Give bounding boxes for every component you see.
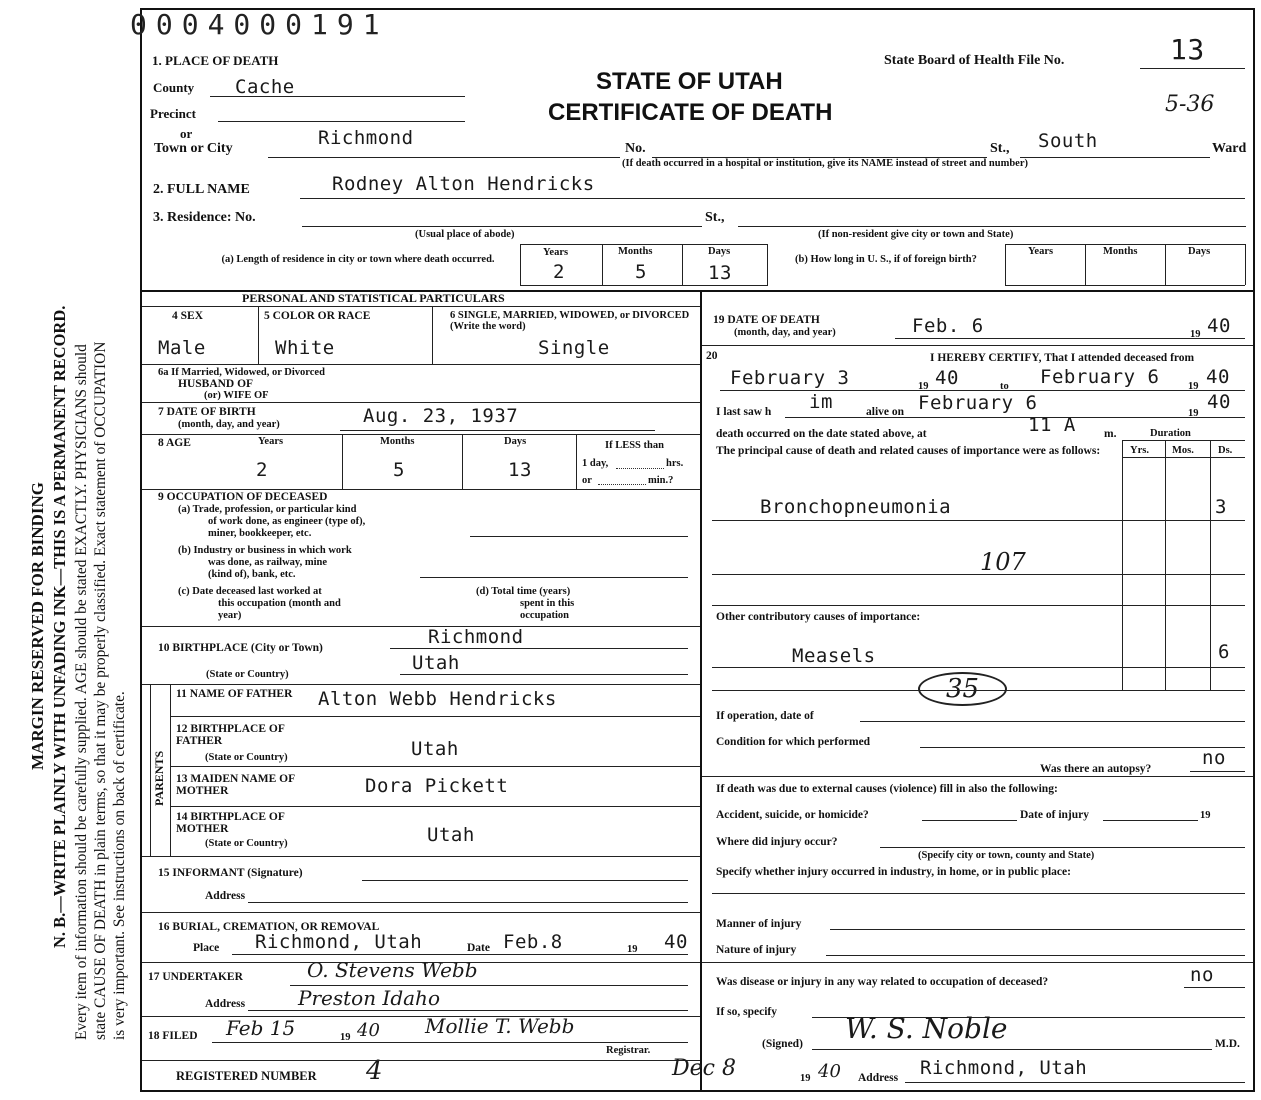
nature-label: Nature of injury (716, 944, 797, 956)
full-name-value: Rodney Alton Hendricks (332, 173, 595, 195)
duration-ds-label: Ds. (1218, 445, 1233, 456)
death-year: 40 (1207, 315, 1231, 337)
father-name-label: 11 NAME OF FATHER (176, 688, 293, 700)
father-birthplace-value: Utah (411, 738, 459, 760)
filed-label: 18 FILED (148, 1030, 198, 1042)
cause-code: 107 (980, 548, 1026, 576)
last-saw-label: I last saw h (716, 406, 772, 418)
us-months-label: Months (1103, 246, 1138, 257)
signed-label: (Signed) (762, 1038, 803, 1050)
residence-length-label: (a) Length of residence in city or town where death occurred. (221, 254, 495, 265)
margin-instructions-line2: state CAUSE OF DEATH in plain terms, so that it may be properly classified. Exact statement of OCCUPATION (92, 341, 109, 1040)
certify-number: 20 (706, 350, 718, 362)
father-birthplace-sub: (State or Country) (205, 752, 288, 763)
burial-date-label: Date (467, 942, 490, 954)
margin-instructions-line1: Every item of information should be carefully supplied. AGE should be stated EXACTLY. PHYSICIANS should (73, 344, 90, 1040)
sex-value: Male (158, 337, 206, 359)
serial-number: 0004000191 (130, 8, 389, 41)
contributory-cause: Measels (792, 645, 876, 667)
specify-city-note: (Specify city or town, county and State) (918, 850, 1095, 861)
attended-from: February 3 (730, 367, 850, 389)
marital-label: 6 SINGLE, MARRIED, WIDOWED, or DIVORCED (Write the word) (450, 310, 690, 332)
occupation-d3: occupation (520, 610, 570, 621)
st-label: St., (990, 141, 1010, 156)
father-name-value: Alton Webb Hendricks (318, 688, 557, 710)
md-label: M.D. (1215, 1038, 1240, 1050)
occupation-d2: spent in this (520, 598, 575, 609)
res-months-label: Months (618, 246, 653, 257)
filed-year-prefix: 19 (340, 1032, 351, 1043)
occupation-related-value: no (1190, 964, 1214, 986)
undertaker-label: 17 UNDERTAKER (148, 971, 243, 983)
cause-of-death: Bronchopneumonia (760, 496, 952, 518)
saw-year-prefix: 19 (1188, 408, 1199, 419)
ward-label: Ward (1212, 141, 1247, 156)
burial-year-prefix: 19 (627, 944, 638, 955)
physician-signature: W. S. Noble (845, 1012, 1008, 1045)
county-label: County (153, 80, 195, 95)
registered-number-value: 4 (366, 1056, 383, 1086)
age-days-value: 13 (508, 459, 532, 481)
filed-year: 40 (357, 1020, 380, 1041)
parents-side-label: PARENTS (152, 750, 166, 806)
autopsy-label: Was there an autopsy? (1040, 763, 1152, 775)
father-birthplace-label: 12 BIRTHPLACE OF FATHER (176, 723, 285, 747)
non-resident-note: (If non-resident give city or town and State) (818, 229, 1014, 240)
occupation-b: (b) Industry or business in which work (178, 545, 352, 556)
date-of-death-value: Feb. 6 (912, 315, 984, 337)
manner-label: Manner of injury (716, 918, 802, 930)
us-days-label: Days (1188, 246, 1211, 257)
last-saw-date: February 6 (918, 392, 1038, 414)
margin-binding-note: MARGIN RESERVED FOR BINDING (28, 482, 47, 770)
or-label: or (180, 126, 193, 141)
dob-sub-label: (month, day, and year) (178, 419, 280, 430)
undertaker-address-label: Address (205, 998, 246, 1010)
res-years-value: 2 (553, 261, 565, 283)
occupation-c3: year) (218, 610, 242, 621)
attended-from-year: 40 (935, 367, 959, 389)
mother-name-label: 13 MAIDEN NAME OF MOTHER (176, 773, 295, 797)
color-label: 5 COLOR OR RACE (264, 310, 371, 322)
age-label: 8 AGE (158, 437, 191, 449)
us-years-label: Years (1028, 246, 1054, 257)
no-label: No. (625, 141, 646, 156)
us-residence-label: (b) How long in U. S., if of foreign birth? (795, 254, 977, 265)
occurred-label: death occurred on the date stated above, at (716, 428, 927, 440)
one-day-label: 1 day, (582, 458, 609, 469)
age-years-label: Years (258, 436, 284, 447)
occupation-d: (d) Total time (years) (476, 586, 571, 597)
burial-label: 16 BURIAL, CREMATION, OR REMOVAL (158, 921, 380, 933)
burial-year: 40 (664, 931, 688, 953)
birthplace-label: 10 BIRTHPLACE (City or Town) (158, 642, 323, 654)
registered-number-label: REGISTERED NUMBER (176, 1069, 317, 1083)
filed-date: Feb 15 (226, 1016, 296, 1040)
signature-year: 40 (818, 1061, 841, 1082)
dob-value: Aug. 23, 1937 (363, 405, 519, 427)
ward-value: South (1038, 130, 1098, 152)
date-of-death-label: 19 DATE OF DEATH (713, 314, 820, 326)
signature-year-prefix: 19 (800, 1073, 811, 1084)
or-min-label: or (582, 475, 592, 486)
last-saw-him: im (809, 391, 833, 413)
undertaker-name: O. Stevens Webb (307, 958, 478, 982)
cause-label: The principal cause of death and related causes of importance were as follows: (716, 445, 1101, 457)
state-title: STATE OF UTAH (596, 68, 783, 95)
duration-mos-label: Mos. (1172, 445, 1194, 456)
alive-on-label: alive on (866, 406, 905, 418)
occupation-a2: of work done, as engineer (type of), (208, 516, 366, 527)
margin-instructions-line3: is very important. See instructions on back of certificate. (111, 691, 128, 1040)
attended-to: February 6 (1040, 366, 1160, 388)
occupation-a3: miner, bookkeeper, etc. (208, 528, 312, 539)
death-year-prefix: 19 (1190, 329, 1201, 340)
certify-text: I HEREBY CERTIFY, That I attended deceased from (930, 352, 1195, 364)
birthplace-state-label: (State or Country) (206, 669, 289, 680)
precinct-label: Precinct (150, 106, 196, 121)
res-days-value: 13 (708, 262, 732, 284)
contributory-label: Other contributory causes of importance: (716, 611, 921, 623)
burial-place-value: Richmond, Utah (255, 931, 423, 953)
res-days-label: Days (708, 246, 731, 257)
time-of-death: 11 A (1028, 414, 1076, 436)
occupation-a: (a) Trade, profession, or particular kind (178, 504, 357, 515)
autopsy-value: no (1202, 747, 1226, 769)
hospital-note: (If death occurred in a hospital or institution, give its NAME instead of street and number) (622, 158, 1029, 169)
town-label: Town or City (154, 141, 233, 156)
handwritten-number: 5-36 (1165, 92, 1215, 117)
from-year-prefix: 19 (918, 381, 929, 392)
registrar-label: Registrar. (606, 1045, 651, 1056)
age-years-value: 2 (256, 459, 268, 481)
contributory-days: 6 (1218, 641, 1230, 663)
mother-name-value: Dora Pickett (365, 775, 509, 797)
file-no-label: State Board of Health File No. (884, 53, 1065, 68)
contributory-code: 35 (918, 672, 1007, 706)
injury-date-label: Date of injury (1020, 809, 1089, 821)
spouse-label-1: 6a If Married, Widowed, or Divorced (158, 367, 325, 378)
industry-label: Specify whether injury occurred in industry, in home, or in public place: (716, 866, 1071, 878)
age-months-label: Months (380, 436, 415, 447)
burial-place-label: Place (193, 942, 220, 954)
marital-value: Single (538, 337, 610, 359)
condition-label: Condition for which performed (716, 736, 871, 748)
burial-date-value: Feb.8 (503, 931, 563, 953)
file-no-value: 13 (1170, 33, 1205, 66)
sex-label: 4 SEX (172, 310, 203, 322)
mother-birthplace-value: Utah (427, 824, 475, 846)
duration-label: Duration (1150, 428, 1191, 439)
residence-label: 3. Residence: No. (153, 210, 256, 225)
duration-yrs-label: Yrs. (1130, 445, 1149, 456)
spouse-label-3: (or) WIFE OF (204, 390, 269, 401)
date-of-death-sub: (month, day, and year) (734, 327, 836, 338)
occupation-related-label: Was disease or injury in any way related to occupation of deceased? (716, 976, 1049, 988)
occupation-b3: (kind of), bank, etc. (208, 569, 296, 580)
age-months-value: 5 (393, 459, 405, 481)
hrs-label: hrs. (666, 458, 684, 469)
last-saw-year: 40 (1207, 391, 1231, 413)
county-value: Cache (235, 76, 295, 98)
cause-days: 3 (1215, 496, 1227, 518)
to-label: to (1000, 381, 1009, 392)
mother-birthplace-sub: (State or Country) (205, 838, 288, 849)
less-than-label: If LESS than (605, 440, 664, 451)
to-year-prefix: 19 (1188, 381, 1199, 392)
personal-section-label: PERSONAL AND STATISTICAL PARTICULARS (242, 291, 505, 305)
if-so-label: If so, specify (716, 1006, 778, 1018)
res-months-value: 5 (635, 261, 647, 283)
dob-label: 7 DATE OF BIRTH (158, 406, 256, 418)
undertaker-address: Preston Idaho (298, 986, 440, 1010)
color-value: White (275, 337, 335, 359)
injury-year-prefix: 19 (1200, 810, 1211, 821)
registrar-signature: Mollie T. Webb (425, 1014, 575, 1038)
occupation-c2: this occupation (month and (218, 598, 341, 609)
res-years-label: Years (543, 247, 569, 258)
external-intro: If death was due to external causes (violence) fill in also the following: (716, 783, 1058, 795)
accident-label: Accident, suicide, or homicide? (716, 809, 869, 821)
signature-date: Dec 8 (672, 1056, 736, 1081)
residence-st-label: St., (705, 210, 725, 225)
mother-birthplace-label: 14 BIRTHPLACE OF MOTHER (176, 811, 285, 835)
signature-address-label: Address (858, 1072, 899, 1084)
occupation-c: (c) Date deceased last worked at (178, 586, 322, 597)
m-label: m. (1104, 428, 1117, 440)
age-days-label: Days (504, 436, 527, 447)
informant-address-label: Address (205, 890, 246, 902)
usual-abode-note: (Usual place of abode) (415, 229, 515, 240)
signature-address: Richmond, Utah (920, 1057, 1088, 1079)
full-name-label: 2. FULL NAME (153, 182, 250, 197)
attended-to-year: 40 (1206, 366, 1230, 388)
informant-label: 15 INFORMANT (Signature) (158, 867, 303, 879)
where-injury-label: Where did injury occur? (716, 836, 838, 848)
spouse-label-2: HUSBAND OF (178, 378, 254, 390)
margin-permanent-record-note: N. B.—WRITE PLAINLY WITH UNFADING INK—THIS IS A PERMANENT RECORD. (50, 305, 69, 948)
occupation-label: 9 OCCUPATION OF DECEASED (158, 491, 328, 503)
town-value: Richmond (318, 127, 414, 149)
occupation-b2: was done, as railway, mine (208, 557, 328, 568)
birthplace-state: Utah (412, 652, 460, 674)
min-label: min.? (648, 475, 674, 486)
birthplace-city: Richmond (428, 626, 524, 648)
certificate-title: CERTIFICATE OF DEATH (548, 99, 833, 126)
place-of-death-label: 1. PLACE OF DEATH (152, 53, 279, 68)
operation-date-label: If operation, date of (716, 710, 814, 722)
